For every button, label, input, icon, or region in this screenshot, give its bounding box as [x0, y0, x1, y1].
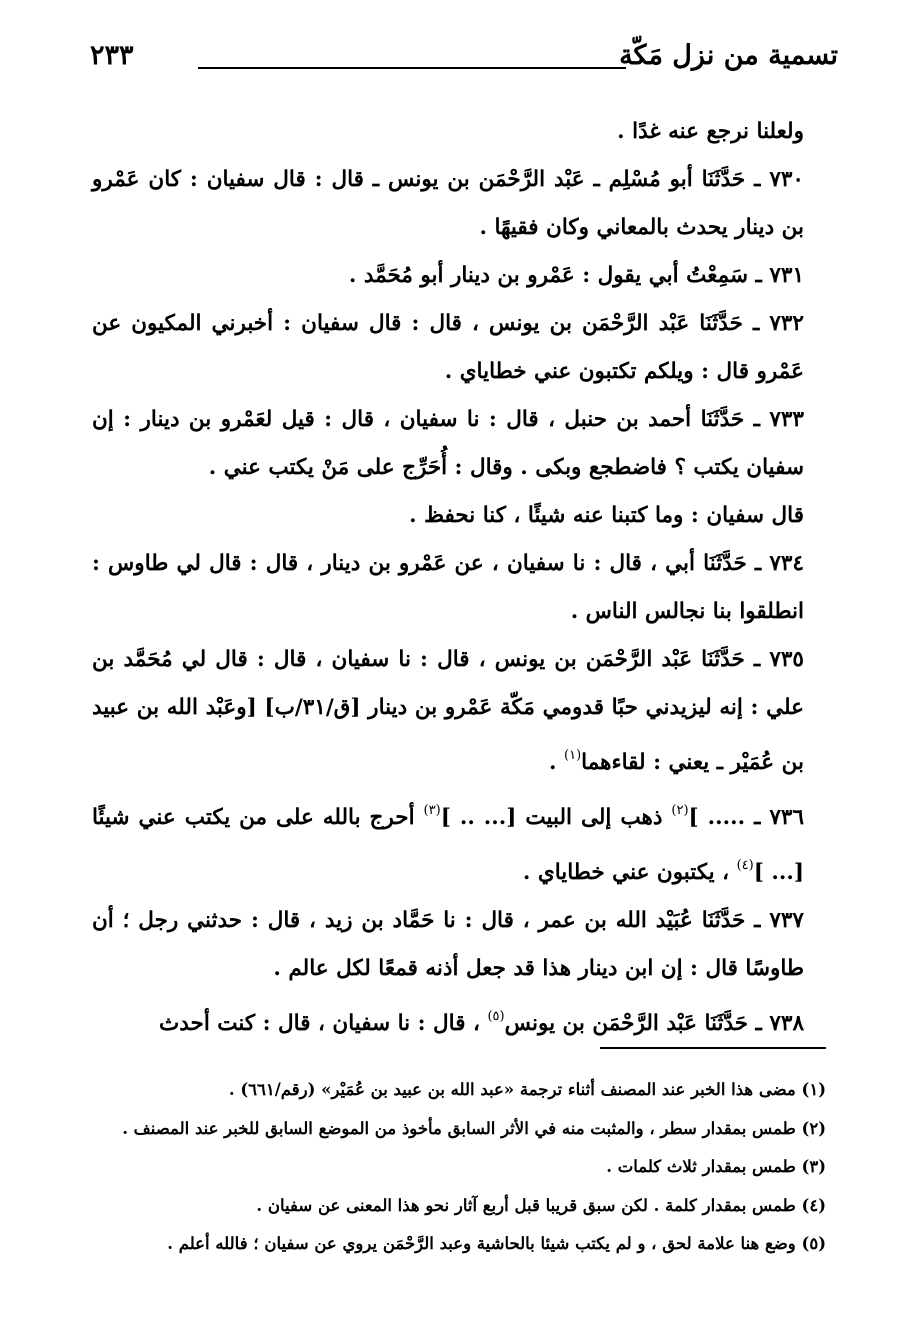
transmission-verb: حَدَّثَنَا — [699, 311, 743, 336]
text-line: [... ] — [753, 860, 804, 885]
footnote-reference: (١) — [564, 748, 582, 763]
text-line: ذهب إلى البيت [... .. ] — [440, 805, 663, 830]
footnote-reference: (٥) — [487, 1009, 505, 1024]
text-line: أبي ، قال : نا سفيان ، عن عَمْرو بن دينار ، قال : قال لي طاوس : — [92, 551, 696, 576]
text-line: أحمد بن حنبل ، قال : نا سفيان ، قال : قيل لعَمْرو بن دينار : إن — [92, 407, 692, 432]
hadith-number: ٧٣٥ — [769, 647, 804, 672]
hadith-number: ٧٣٢ — [769, 311, 804, 336]
text-line: . — [549, 750, 565, 775]
text-line: ولعلنا نرجع عنه غدًا . — [617, 119, 804, 144]
hadith-733: ٧٣٣ ـ حَدَّثَنَا أحمد بن حنبل ، قال : نا سفيان ، قال : قيل لعَمْرو بن دينار : إن سفيان يكتب ؟ فاضطجع وبكى . وقال : أُحَرِّج على مَنْ يكتب عني . — [92, 407, 804, 480]
hadith-number: ٧٣٨ — [769, 1011, 804, 1036]
text-line: سفيان يكتب ؟ فاضطجع وبكى . وقال : أُحَرِّج على مَنْ يكتب عني . — [208, 455, 804, 480]
main-text — [92, 108, 838, 1048]
transmission-verb: حَدَّثَنَا — [700, 407, 745, 432]
text-line: أبي يقول : عَمْرو بن دينار أبو مُحَمَّد . — [348, 263, 679, 288]
text-line: طاوسًا قال : إن ابن دينار هذا قد جعل أذنه قمعًا لكل عالم . — [273, 956, 804, 981]
page-number: ٢٣٣ — [90, 40, 134, 71]
page-header — [90, 40, 838, 90]
text-line: عَبْد الرَّحْمَن بن يونس — [504, 1011, 697, 1036]
footnote-reference: (٣) — [423, 803, 441, 818]
footnote-3: (٣) طمس بمقدار ثلاث كلمات . — [606, 1157, 826, 1176]
text-line: عَمْرو قال : ويلكم تكتبون عني خطاياي . — [444, 359, 804, 384]
text-line: قال سفيان : وما كتبنا عنه شيئًا ، كنا نحفظ . — [409, 503, 804, 528]
transmission-verb: حَدَّثَنَا — [701, 647, 745, 672]
transmission-verb: حَدَّثَنَا — [704, 1011, 749, 1036]
hadith-737: ٧٣٧ ـ حَدَّثَنَا عُبَيْد الله بن عمر ، قال : نا حَمَّاد بن زيد ، قال : حدثني رجل ؛ أن طاوسًا قال : إن ابن دينار هذا قد جعل أذنه قمعًا لكل عالم . — [92, 908, 804, 981]
hadith-731: ٧٣١ ـ سَمِعْتُ أبي يقول : عَمْرو بن دينار أبو مُحَمَّد . — [348, 263, 804, 288]
paragraph — [92, 492, 838, 540]
text-line: انطلقوا بنا نجالس الناس . — [570, 599, 804, 624]
footnote-reference: (٤) — [736, 858, 754, 873]
footnote-2: (٢) طمس بمقدار سطر ، والمثبت منه في الأثر السابق مأخوذ من الموضع السابق للخبر عند المصنف . — [122, 1118, 826, 1138]
paragraph — [92, 108, 838, 156]
text-line: عَبْد الرَّحْمَن بن يونس ، قال : نا سفيان ، قال : قال لي مُحَمَّد بن — [92, 647, 693, 672]
transmission-verb: حَدَّثَنَا — [703, 551, 747, 576]
header-rule — [198, 67, 626, 69]
footnote-separator — [600, 1047, 826, 1049]
text-line: عُمَيْر ـ يعني : لقاءهما — [581, 750, 775, 775]
transmission-verb: حَدَّثَنَا — [701, 167, 746, 192]
footnote-reference: (٢) — [671, 803, 689, 818]
text-line: علي : إنه ليزيدني حبًا قدومي مَكّة عَمْرو بن دينار [ق/٣١/ب] [وعَبْد الله بن عبيد بن — [92, 695, 804, 775]
hadith-number: ٧٣٣ — [769, 407, 804, 432]
footnote-1: (١) مضى هذا الخبر عند المصنف أثناء ترجمة «عبد الله بن عبيد بن عُمَيْر» (رقم/٦٦١) . — [228, 1080, 826, 1099]
transmission-verb: حَدَّثَنَا — [701, 908, 746, 933]
text-line: ٧٣٦ ـ ..... ] — [688, 805, 804, 830]
hadith-730: ٧٣٠ ـ حَدَّثَنَا أبو مُسْلِم ـ عَبْد الرَّحْمَن بن يونس ـ قال : قال سفيان : كان عَمْرو بن دينار يحدث بالمعاني وكان فقيهًا . — [92, 167, 804, 240]
running-title: تسمية من نزل مَكّة — [619, 40, 838, 71]
text-line: ، قال : نا سفيان ، قال : كنت أحدث — [159, 1011, 480, 1036]
footnotes — [92, 1071, 826, 1264]
text-line: عَمْرو بن دينار يحدث بالمعاني وكان فقيهًا . — [92, 167, 804, 240]
hadith-738: ٧٣٨ ـ حَدَّثَنَا عَبْد الرَّحْمَن بن يونس$^{(٥)}$ ، قال : نا سفيان ، قال : كنت أحدث — [159, 1009, 804, 1036]
transmission-verb: سَمِعْتُ — [686, 263, 749, 288]
hadith-number: ٧٣١ — [769, 263, 804, 288]
hadith-number: ٧٣٤ — [769, 551, 804, 576]
hadith-734: ٧٣٤ ـ حَدَّثَنَا أبي ، قال : نا سفيان ، عن عَمْرو بن دينار ، قال : قال لي طاوس : انطلقوا بنا نجالس الناس . — [92, 551, 804, 624]
hadith-732: ٧٣٢ ـ حَدَّثَنَا عَبْد الرَّحْمَن بن يونس ، قال : قال سفيان : أخبرني المكيون عن عَمْرو قال : ويلكم تكتبون عني خطاياي . — [92, 311, 804, 384]
text-line: ، يكتبون عني خطاياي . — [522, 860, 730, 885]
text-line: عَبْد الرَّحْمَن بن يونس ، قال : قال سفيان : أخبرني المكيون عن — [92, 311, 690, 336]
hadith-number: ٧٣٧ — [769, 908, 804, 933]
text-line: أبو مُسْلِم ـ عَبْد الرَّحْمَن بن يونس ـ قال : قال سفيان : كان — [148, 167, 693, 192]
footnote-4: (٤) طمس بمقدار كلمة . لكن سبق قريبا قبل أربع آثار نحو هذا المعنى عن سفيان . — [256, 1195, 826, 1215]
footnote-5: (٥) وضع هنا علامة لحق ، و لم يكتب شيئا بالحاشية وعبد الرَّحْمَن يروي عن سفيان ؛ فالله أعلم . — [167, 1234, 826, 1253]
text-line: عُبَيْد الله بن عمر ، قال : نا حَمَّاد بن زيد ، قال : حدثني رجل ؛ أن — [92, 908, 693, 933]
hadith-736 — [92, 787, 838, 897]
hadith-735: ٧٣٥ ـ حَدَّثَنَا عَبْد الرَّحْمَن بن يونس ، قال : نا سفيان ، قال : قال لي مُحَمَّد بن علي : إنه ليزيدني حبًا قدومي مَكّة عَمْرو بن دينار [ق/٣١/ب] [وعَبْد الله بن عبيد بن عُمَيْر ـ يعني : لقاءهما$^{(١)}$ . — [92, 647, 804, 775]
hadith-number: ٧٣٠ — [769, 167, 804, 192]
text-line: أحرج بالله على من يكتب عني شيئًا — [92, 805, 415, 830]
